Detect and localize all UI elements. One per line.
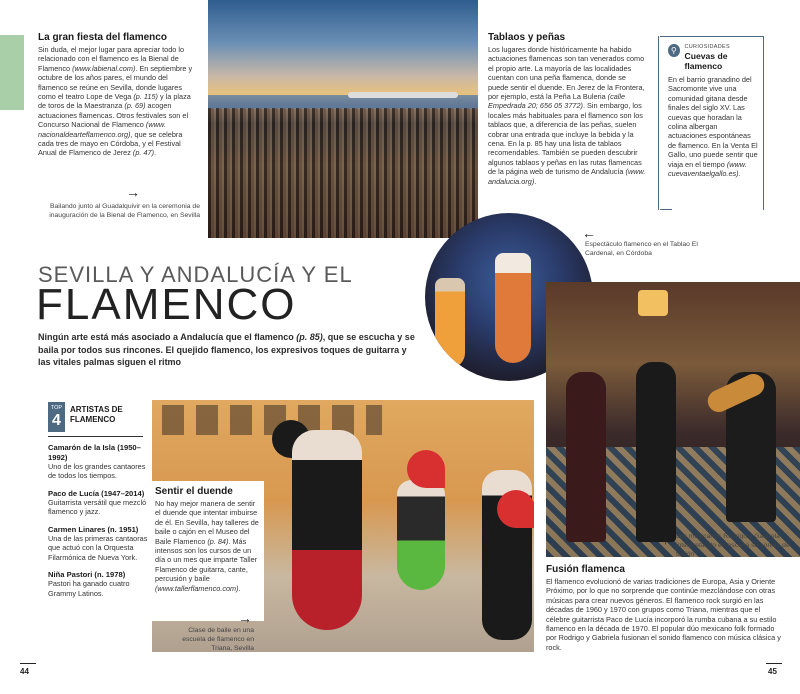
curiosidades-body: En el barrio granadino del Sacromonte vive una comunidad gitana desde finales del siglo XV. Las cuevas que horadan la colina albergan actuaciones espontáneas de flamenco. En la Venta El Gallo, uno puede sentir que viaja en el tiempo (www. cuevaventaelgallo.es).: [668, 75, 758, 179]
section-title: Sentir el duende: [155, 486, 233, 497]
section-fusion: [546, 564, 786, 652]
artist-desc: Guitarrista versátil que mezcló flamenco y jazz.: [48, 498, 147, 517]
arrow-up-icon: ↑: [662, 531, 669, 547]
artist-item: [48, 570, 148, 598]
arrow-right-icon: →: [126, 184, 140, 200]
section-title: Tablaos y peñas: [488, 32, 566, 43]
arrow-left-icon: ←: [582, 225, 596, 241]
artist-name: Camarón de la Isla (1950–1992): [48, 443, 141, 462]
artist-desc: Una de las primeras cantaoras que actuó con la Orquesta Filarmónica de Nueva York.: [48, 534, 148, 562]
heading-title: FLAMENCO: [36, 280, 297, 329]
curiosidades-kicker: CURIOSIDADES: [684, 44, 730, 50]
caption-cardenal: Espectáculo flamenco en el Tablao El Cardenal, en Córdoba: [585, 241, 698, 257]
artist-desc: Pastori ha ganado cuatro Grammy Latinos.: [48, 579, 130, 598]
curiosidades-box: [668, 44, 758, 178]
top4-badge: TOP 4: [48, 402, 65, 432]
top4-heading: ARTISTAS DE FLAMENCO: [70, 405, 123, 424]
section-tablaos: [488, 32, 648, 186]
arrow-right-icon-2: →: [238, 610, 252, 626]
caption-guadalquivir: Bailando junto al Guadalquivir en la ceremonia de inauguración de la Bienal de Flamenco, en Sevilla: [49, 203, 200, 219]
artist-name: Paco de Lucía (1947–2014): [48, 488, 145, 498]
page-number-right: 45: [768, 667, 777, 676]
section-body: Sin duda, el mejor lugar para apreciar todo lo relacionado con el flamenco es la Bienal de Flamenco (www.labienal.com). En septiembre y octubre de los años pares, el mundo del flamenco se reúne en Sevilla, donde lugares como el teatro Lope de Vega (p. 115) y la plaza de toros de la Maestranza (p. 69) acogen actuaciones flamencas. Otros festivales son el Concurso Nacional de Flamenco (www. nacionaldearteflamenco.org), que se celebra cada tres de mayo en Córdoba, y el Festival Anual de Flamenco de Jerez (p. 47).: [38, 45, 193, 158]
section-body: No hay mejor manera de sentir el duende que intentar imbuirse de él. En Sevilla, hay talleres de baile o cajón en el Museo del Baile Flamenco (p. 84). Más intensos son los cursos de un día o un mes que imparte Taller Flamenco de guitarra, cante, percusión y baile (www.tallerflamenco.com).: [155, 499, 259, 593]
artist-item: [48, 525, 148, 562]
search-icon: ⚲: [668, 44, 680, 57]
heading-lead: Ningún arte está más asociado a Andalucía que el flamenco (p. 85), que se escucha y se baila por todos sus rincones. El quejido flamenco, los expresivos toques de guitarra y las vitales palmas siguen el ritmo: [38, 332, 415, 368]
artist-desc: Uno de los grandes cantaores de todos los tiempos.: [48, 462, 146, 481]
artist-item: [48, 489, 148, 517]
chapter-tab: [0, 35, 24, 110]
caption-clase: Clase de baile en una escuela de flamenco en Triana, Sevilla: [182, 627, 254, 652]
photo-rodrigo-gabriela: [546, 282, 800, 557]
artist-name: Niña Pastori (n. 1978): [48, 569, 126, 579]
photo-guadalquivir: [208, 0, 478, 238]
section-duende: [152, 481, 264, 621]
curiosidades-title: Cuevas de flamenco: [684, 51, 728, 71]
section-body: Los lugares donde históricamente ha habido actuaciones flamencas son tan venerados como el propio arte. La mayoría de las localidades cuentan con una peña flamenca, donde se puede sentir el duende. En Jerez de la Frontera, por ejemplo, está la Peña La Buleria (calle Empedrada 20; 656 05 3772). Sin embargo, los locales más habituales para el flamenco son los tablaos que, a diferencia de las peñas, suelen cobrar una entrada que incluye la bebida y la cena. En la p. 85 hay una lista de tablaos recomendables. También se pueden descubrir algunos tablaos y peñas en las rutas flamencas de la página web de turismo de Andalucía (www. andalucia.org).: [488, 45, 646, 186]
section-title: La gran fiesta del flamenco: [38, 32, 167, 43]
page-number-left: 44: [20, 667, 29, 676]
section-title: Fusión flamenca: [546, 564, 625, 575]
artist-list: [48, 443, 148, 598]
section-gran-fiesta: [38, 32, 198, 158]
artist-item: [48, 443, 148, 481]
top4-box: [48, 402, 148, 606]
caption-mexicanos: Los mexicanos Rodrigo y Gabriela interpretando en escena su sonido de fusión: [676, 533, 790, 558]
section-body: El flamenco evolucionó de varias tradiciones de Europa, Asia y Oriente Próximo, por lo que no sorprende que continúe mezclándose con otras músicas para crear nuevos géneros. El flamenco rock surgió en las décadas de 1960 y 1970 con grupos como Triana, mientras que el célebre guitarrista Paco de Lucía incorporó la rumba cubana a su estilo flamenco en la década de 1970. El popular dúo mexicano folk formado por Rodrigo y Gabriela fusionan el sonido flamenco con música clásica y rock.: [546, 577, 781, 652]
heading-kicker: SEVILLA Y ANDALUCÍA Y EL: [38, 262, 353, 287]
artist-name: Carmen Linares (n. 1951): [48, 524, 139, 534]
